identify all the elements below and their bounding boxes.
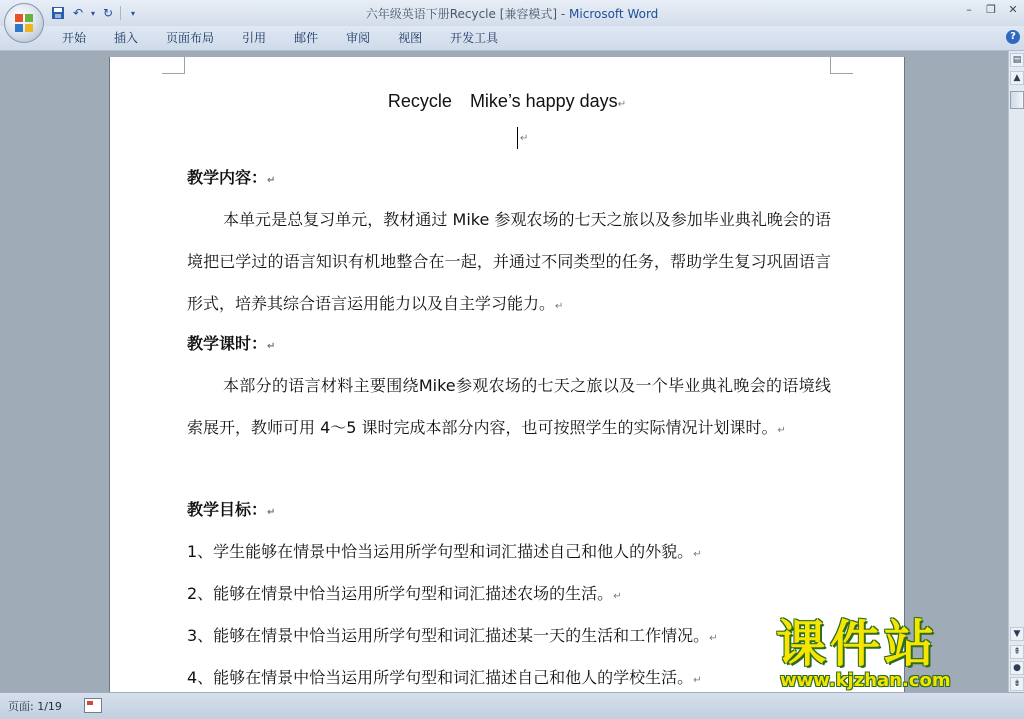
- spelling-check-icon[interactable]: [84, 698, 102, 713]
- close-icon[interactable]: ✕: [1008, 2, 1018, 16]
- document-area: [0, 51, 1008, 692]
- paragraph-mark: ↵: [267, 341, 276, 352]
- list-item-text: 1、学生能够在情景中恰当运用所学句型和词汇描述自己和他人的外貌。: [187, 542, 694, 561]
- redo-icon[interactable]: ↻: [102, 6, 114, 20]
- title-bar: [0, 0, 1024, 26]
- paragraph-mark: ↵: [267, 175, 276, 186]
- select-browse-object-icon[interactable]: ●: [1010, 661, 1024, 675]
- document-name: 六年级英语下册Recycle [兼容模式]: [365, 7, 558, 21]
- list-item: [187, 573, 831, 618]
- tab-review[interactable]: 审阅: [346, 31, 371, 45]
- office-logo-icon: [15, 14, 33, 32]
- paragraph-mark: ↵: [709, 633, 718, 644]
- paragraph-mark: ↵: [555, 301, 564, 312]
- window-title: [0, 5, 1024, 22]
- body-paragraph: [187, 365, 831, 452]
- list-item-text: 3、能够在情景中恰当运用所学句型和词汇描述某一天的生活和工作情况。: [187, 626, 710, 645]
- watermark-url: www.kjzhan.com: [780, 670, 951, 691]
- tab-insert[interactable]: 插入: [114, 31, 139, 45]
- list-item: [187, 531, 831, 576]
- view-ruler-icon[interactable]: ▤: [1010, 53, 1024, 67]
- list-item: [187, 657, 831, 692]
- body-paragraph: [187, 199, 831, 328]
- text-cursor: [517, 127, 518, 149]
- document-title: [110, 87, 904, 113]
- list-item-text: 2、能够在情景中恰当运用所学句型和词汇描述农场的生活。: [187, 584, 614, 603]
- office-button[interactable]: [4, 3, 44, 43]
- minimize-icon[interactable]: –: [966, 2, 972, 16]
- vertical-scrollbar[interactable]: [1008, 51, 1024, 692]
- watermark-logo: [770, 616, 1006, 692]
- status-bar: [0, 692, 1024, 719]
- margin-corner-mark-right: [830, 57, 853, 74]
- ribbon-tabs: [48, 26, 512, 50]
- application-name: Microsoft Word: [569, 7, 659, 21]
- tab-developer[interactable]: 开发工具: [450, 31, 499, 45]
- section-heading-text: 教学内容：: [187, 168, 268, 187]
- window-controls: [958, 0, 1024, 20]
- body-paragraph-text: 本部分的语言材料主要围绕Mike参观农场的七天之旅以及一个毕业典礼晚会的语境线索展开，教师可用 4～5 课时完成本部分内容，也可按照学生的实际情况计划课时。: [187, 376, 831, 437]
- tab-view[interactable]: 视图: [398, 31, 423, 45]
- scroll-down-icon[interactable]: ▼: [1010, 627, 1024, 641]
- margin-corner-mark-left: [162, 57, 185, 74]
- customize-qat-icon[interactable]: ▾: [130, 8, 135, 18]
- tab-page-layout[interactable]: 页面布局: [166, 31, 215, 45]
- undo-icon[interactable]: ↶: [72, 6, 84, 20]
- page-number-status[interactable]: 页面: 1/19: [8, 700, 62, 713]
- scroll-up-icon[interactable]: ▲: [1010, 71, 1024, 85]
- paragraph-mark: ↵: [613, 591, 622, 602]
- document-title-text: Recycle Mike’s happy days: [387, 91, 618, 111]
- document-page[interactable]: [110, 57, 904, 692]
- tab-home[interactable]: 开始: [62, 31, 87, 45]
- paragraph-mark: ↵: [693, 549, 702, 560]
- title-separator: -: [557, 7, 570, 21]
- paragraph-mark: ↵: [693, 675, 702, 686]
- dropdown-arrow-icon[interactable]: ▾: [90, 8, 95, 18]
- help-icon[interactable]: ?: [1006, 30, 1020, 44]
- paragraph-mark: ↵: [267, 507, 276, 518]
- section-heading: [187, 323, 831, 368]
- paragraph-mark: ↵: [617, 99, 627, 110]
- section-heading: [187, 157, 831, 202]
- next-page-icon[interactable]: ⇟: [1010, 677, 1024, 691]
- section-heading-text: 教学目标：: [187, 500, 268, 519]
- paragraph-mark: ↵: [777, 425, 786, 436]
- section-heading: [187, 489, 831, 534]
- tab-references[interactable]: 引用: [242, 31, 267, 45]
- watermark-text: 课件站: [776, 615, 938, 673]
- restore-icon[interactable]: ❐: [986, 2, 996, 16]
- tab-mailings[interactable]: 邮件: [294, 31, 319, 45]
- list-item: [187, 615, 831, 660]
- previous-page-icon[interactable]: ⇞: [1010, 645, 1024, 659]
- scroll-thumb[interactable]: [1010, 91, 1024, 109]
- body-paragraph-text: 本单元是总复习单元，教材通过 Mike 参观农场的七天之旅以及参加毕业典礼晚会的语境把已学过的语言知识有机地整合在一起，并通过不同类型的任务，帮助学生复习巩固语言形式，培养其综合语言运用能力以及自主学习能力。: [187, 210, 831, 313]
- ribbon-tab-bar: [0, 26, 1024, 51]
- list-item-text: 4、能够在情景中恰当运用所学句型和词汇描述自己和他人的学校生活。: [187, 668, 694, 687]
- section-heading-text: 教学课时：: [187, 334, 268, 353]
- paragraph-mark: ↵: [520, 133, 529, 144]
